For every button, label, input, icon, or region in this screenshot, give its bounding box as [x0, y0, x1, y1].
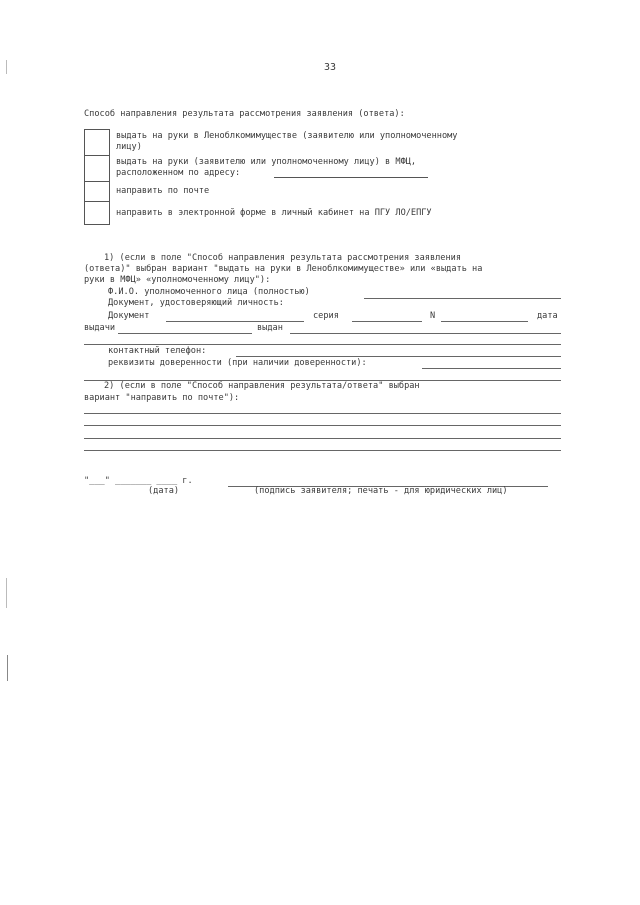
power-of-attorney-label: реквизиты доверенности (при наличии доверенности):	[108, 358, 367, 368]
doc-label: Документ	[108, 311, 150, 321]
date-label: дата	[537, 311, 558, 321]
number-field[interactable]	[441, 321, 528, 322]
doc-identity-label: Документ, удостоверяющий личность:	[108, 298, 284, 308]
option-row-epgu[interactable]	[84, 201, 564, 225]
option-checkbox-post[interactable]	[84, 181, 110, 201]
postal-address-line-4[interactable]	[84, 450, 561, 451]
option-label-mfc: выдать на руки (заявителю или уполномоченному лицу) в МФЦ, расположенном по адресу:	[116, 157, 417, 178]
section1-intro-line3: руки в МФЦ» «уполномоченному лицу"):	[84, 275, 271, 285]
series-label: серия	[313, 311, 339, 321]
section1-intro-line1: 1) (если в поле "Способ направления результата рассмотрения заявления	[104, 253, 461, 263]
issued-by-field[interactable]	[290, 333, 561, 334]
delivery-options-table	[84, 129, 564, 225]
issue-label: выдачи	[84, 323, 116, 333]
option-checkbox-mfc[interactable]	[84, 155, 110, 181]
fio-label: Ф.И.О. уполномоченного лица (полностью)	[108, 287, 310, 297]
signature-date-field[interactable]: "___" _______ ____ г.	[84, 476, 193, 486]
postal-address-line-1[interactable]	[84, 413, 561, 414]
option-label-post: направить по почте	[116, 186, 210, 196]
number-label: N	[430, 311, 436, 321]
issue-date-field[interactable]	[118, 333, 252, 334]
scan-margin-mark	[7, 655, 8, 681]
option-checkbox-leno[interactable]	[84, 129, 110, 155]
section2-intro-line1: 2) (если в поле "Способ направления результата/ответа" выбран	[104, 381, 420, 391]
page-number: 33	[323, 62, 337, 73]
section1-intro-line2: (ответа)" выбран вариант "выдать на руки в Леноблкомимуществе» или «выдать на	[84, 264, 483, 274]
signature-caption: (подпись заявителя; печать - для юридических лиц)	[254, 486, 508, 496]
delivery-method-heading: Способ направления результата рассмотрения заявления (ответа):	[84, 109, 405, 119]
option-row-mfc[interactable]	[84, 155, 564, 181]
postal-address-line-3[interactable]	[84, 438, 561, 439]
issued-by-label: выдан	[257, 323, 283, 333]
series-field[interactable]	[352, 321, 422, 322]
scan-margin-mark	[6, 578, 7, 608]
section2-intro-line2: вариант "направить по почте"):	[84, 393, 240, 403]
option-label-epgu: направить в электронной форме в личный кабинет на ПГУ ЛО/ЕПГУ	[116, 208, 432, 218]
scan-margin-mark	[6, 60, 7, 74]
fio-field[interactable]	[364, 298, 561, 299]
option-row-post[interactable]	[84, 181, 564, 201]
option-row-leno[interactable]	[84, 129, 564, 155]
phone-field[interactable]	[236, 356, 561, 357]
power-of-attorney-field[interactable]	[422, 368, 561, 369]
date-caption: (дата)	[148, 486, 180, 496]
phone-label: контактный телефон:	[108, 346, 207, 356]
issued-by-field-continued[interactable]	[84, 344, 561, 345]
mfc-address-field[interactable]	[274, 169, 428, 178]
postal-address-line-2[interactable]	[84, 425, 561, 426]
doc-type-field[interactable]	[166, 321, 304, 322]
option-label-leno: выдать на руки в Леноблкомимуществе (заявителю или уполномоченному лицу)	[116, 131, 458, 152]
option-checkbox-epgu[interactable]	[84, 201, 110, 225]
